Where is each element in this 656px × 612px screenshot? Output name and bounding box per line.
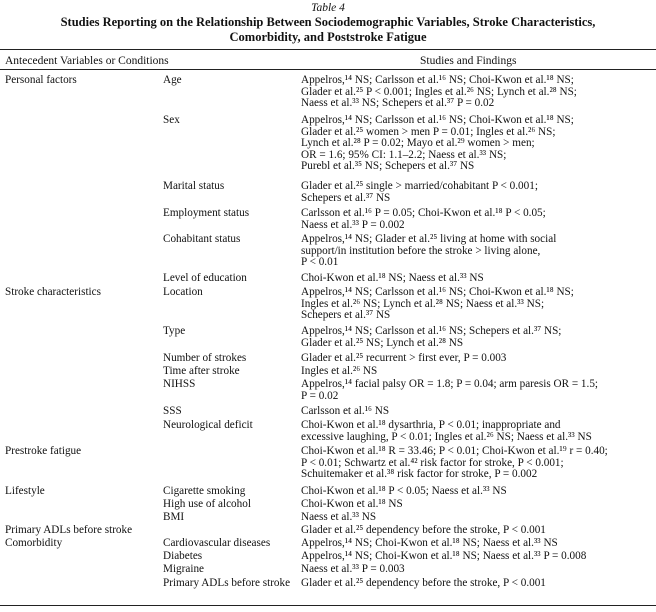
row-findings	[301, 353, 653, 365]
findings-line: support/in institution before the stroke > living alone,	[301, 244, 541, 257]
row-findings	[301, 525, 653, 537]
header-rule	[0, 69, 656, 70]
findings-line: excessive laughing, P < 0.01; Ingles et al.²⁶ NS; Naess et al.³³ NS	[301, 430, 592, 443]
table-title	[0, 15, 656, 45]
findings-line: Glader et al.²⁵ dependency before the stroke, P < 0.001	[301, 577, 546, 589]
findings-line: OR = 1.6; 95% CI: 1.1–2.2; Naess et al.³³ NS;	[301, 148, 507, 161]
row-findings	[301, 420, 653, 443]
row-findings	[301, 564, 653, 576]
findings-line: Appelros,¹⁴ NS; Choi-Kwon et al.¹⁸ NS; Naess et al.³³ NS	[301, 537, 558, 549]
row-findings	[301, 181, 653, 204]
row-variable-label: Number of strokes	[163, 352, 247, 364]
row-variable-label: Cardiovascular diseases	[163, 537, 271, 549]
row-findings	[301, 326, 653, 349]
findings-line: Glader et al.²⁵ P < 0.001; Ingles et al.²⁶ NS; Lynch et al.²⁸ NS;	[301, 85, 577, 98]
row-variable-label: NIHSS	[163, 378, 196, 390]
row-variable-label: Employment status	[163, 207, 250, 219]
findings-line: Glader et al.²⁵ NS; Lynch et al.²⁸ NS	[301, 336, 464, 349]
row-findings	[301, 486, 653, 498]
findings-line: Naess et al.³³ NS	[301, 511, 377, 523]
findings-line: Appelros,¹⁴ NS; Choi-Kwon et al.¹⁸ NS; Naess et al.³³ P = 0.008	[301, 550, 587, 562]
row-findings	[301, 446, 653, 481]
row-group-label: Comorbidity	[5, 537, 63, 549]
findings-line: Ingles et al.²⁶ NS; Lynch et al.²⁸ NS; Naess et al.³³ NS;	[301, 297, 545, 310]
findings-line: Choi-Kwon et al.¹⁸ NS; Naess et al.³³ NS	[301, 272, 484, 284]
top-rule	[0, 49, 656, 50]
table-title-line: Studies Reporting on the Relationship Between Sociodemographic Variables, Stroke Characteristics,	[60, 15, 596, 29]
row-findings	[301, 538, 653, 550]
header-antecedent: Antecedent Variables or Conditions	[5, 55, 169, 67]
table-label: Table 4	[311, 2, 345, 14]
row-variable-label: Cohabitant status	[163, 233, 241, 245]
row-variable-label: Time after stroke	[163, 365, 240, 377]
findings-line: Lynch et al.²⁸ P = 0.02; Mayo et al.²⁹ women > men;	[301, 137, 535, 150]
row-variable-label: Marital status	[163, 180, 225, 192]
row-variable-label: Neurological deficit	[163, 419, 253, 431]
row-findings	[301, 115, 653, 173]
findings-line: Appelros,¹⁴ NS; Carlsson et al.¹⁶ NS; Choi-Kwon et al.¹⁸ NS;	[301, 114, 574, 126]
row-findings	[301, 366, 653, 378]
row-variable-label: Level of education	[163, 272, 247, 284]
row-findings	[301, 287, 653, 322]
row-findings	[301, 75, 653, 110]
row-variable-label: Migraine	[163, 563, 205, 575]
row-variable-label: BMI	[163, 511, 185, 523]
row-group-label: Primary ADLs before stroke	[5, 524, 133, 536]
row-variable-label: Age	[163, 74, 182, 86]
findings-line: Ingles et al.²⁶ NS	[301, 365, 378, 377]
row-findings	[301, 578, 653, 590]
findings-line: Choi-Kwon et al.¹⁸ NS	[301, 498, 403, 510]
row-findings	[301, 406, 653, 418]
findings-line: Choi-Kwon et al.¹⁸ dysarthria, P < 0.01; inappropriate and	[301, 419, 561, 431]
row-variable-label: Cigarette smoking	[163, 485, 246, 497]
findings-line: Glader et al.²⁵ single > married/cohabitant P < 0.001;	[301, 180, 538, 192]
row-group-label: Personal factors	[5, 74, 77, 86]
table-title-line: Comorbidity, and Poststroke Fatigue	[229, 30, 427, 44]
findings-line: P < 0.01	[301, 256, 339, 269]
findings-line: Schuitemaker et al.³⁸ risk factor for stroke, P = 0.002	[301, 468, 538, 481]
findings-line: Choi-Kwon et al.¹⁸ P < 0.05; Naess et al.³³ NS	[301, 485, 507, 497]
row-variable-label: Primary ADLs before stroke	[163, 577, 291, 589]
row-findings	[301, 499, 653, 511]
findings-line: Appelros,¹⁴ facial palsy OR = 1.8; P = 0.04; arm paresis OR = 1.5;	[301, 378, 599, 390]
findings-line: Naess et al.³³ NS; Schepers et al.³⁷ P = 0.02	[301, 97, 495, 110]
row-variable-label: Diabetes	[163, 550, 203, 562]
findings-line: Appelros,¹⁴ NS; Carlsson et al.¹⁶ NS; Choi-Kwon et al.¹⁸ NS;	[301, 286, 574, 298]
row-findings	[301, 234, 653, 269]
findings-line: Appelros,¹⁴ NS; Carlsson et al.¹⁶ NS; Choi-Kwon et al.¹⁸ NS;	[301, 74, 574, 86]
findings-line: P = 0.02	[301, 389, 339, 402]
bottom-rule	[0, 605, 656, 606]
findings-line: Carlsson et al.¹⁶ NS	[301, 405, 390, 417]
findings-line: Appelros,¹⁴ NS; Glader et al.²⁵ living at home with social	[301, 233, 557, 245]
findings-line: Glader et al.²⁵ dependency before the stroke, P < 0.001	[301, 524, 546, 536]
row-findings	[301, 512, 653, 524]
findings-line: Schepers et al.³⁷ NS	[301, 309, 391, 322]
row-variable-label: High use of alcohol	[163, 498, 251, 510]
findings-line: Naess et al.³³ P = 0.003	[301, 563, 405, 575]
findings-line: Choi-Kwon et al.¹⁸ R = 33.46; P < 0.01; Choi-Kwon et al.¹⁹ r = 0.40;	[301, 445, 608, 457]
row-group-label: Prestroke fatigue	[5, 445, 82, 457]
findings-line: Schepers et al.³⁷ NS	[301, 191, 391, 204]
row-variable-label: Type	[163, 325, 186, 337]
findings-line: Naess et al.³³ P = 0.002	[301, 218, 405, 231]
row-findings	[301, 379, 653, 402]
findings-line: Appelros,¹⁴ NS; Carlsson et al.¹⁶ NS; Schepers et al.³⁷ NS;	[301, 325, 562, 337]
header-findings: Studies and Findings	[420, 55, 517, 67]
row-group-label: Stroke characteristics	[5, 286, 101, 298]
findings-line: Glader et al.²⁵ recurrent > first ever, P = 0.003	[301, 352, 507, 364]
findings-line: P < 0.01; Schwartz et al.⁴² risk factor for stroke, P < 0.001;	[301, 456, 564, 469]
findings-line: Purebl et al.³⁵ NS; Schepers et al.³⁷ NS	[301, 160, 475, 173]
row-findings	[301, 208, 653, 231]
row-variable-label: SSS	[163, 405, 182, 417]
row-findings	[301, 273, 653, 285]
row-group-label: Lifestyle	[5, 485, 45, 497]
row-findings	[301, 551, 653, 563]
row-variable-label: Sex	[163, 114, 180, 126]
row-variable-label: Location	[163, 286, 203, 298]
findings-line: Carlsson et al.¹⁶ P = 0.05; Choi-Kwon et al.¹⁸ P < 0.05;	[301, 207, 546, 219]
findings-line: Glader et al.²⁵ women > men P = 0.01; Ingles et al.²⁶ NS;	[301, 125, 556, 138]
